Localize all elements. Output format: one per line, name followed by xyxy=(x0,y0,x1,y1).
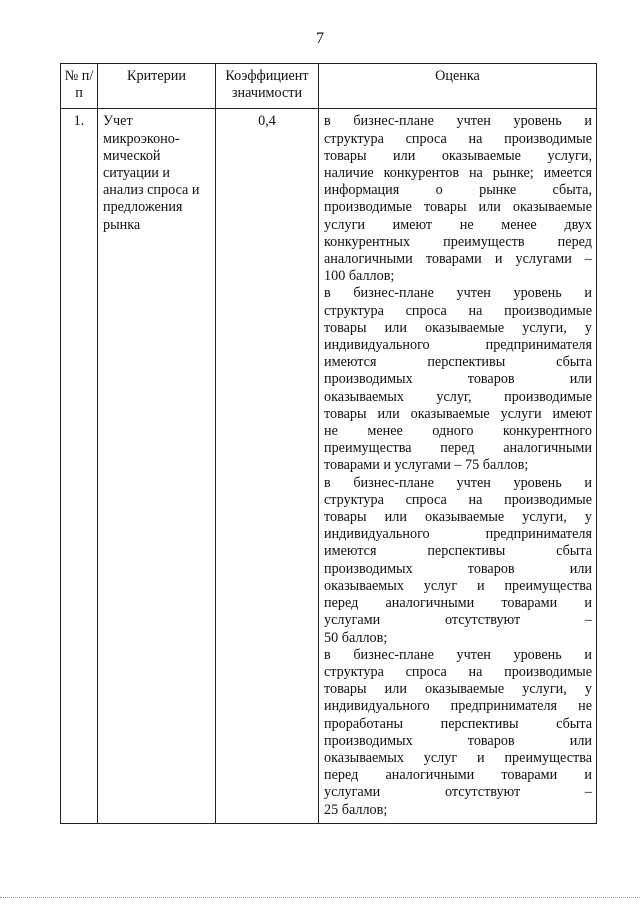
assessment-line: 100 баллов; xyxy=(324,268,395,285)
assessment-line: информация о рынке сбыта, xyxy=(324,182,592,199)
row-criterion: Учет микроэконо-мической ситуации и анализ спроса и предложения рынка xyxy=(98,109,216,823)
row-coefficient: 0,4 xyxy=(216,109,319,823)
assessment-line: производимых товаров или xyxy=(324,560,592,577)
assessment-line: в бизнес-плане учтен уровень и xyxy=(324,646,592,663)
assessment-line: структура спроса на производимые xyxy=(324,491,592,508)
row-number: 1. xyxy=(61,109,98,823)
assessment-line: товары или оказываемые услуги имеют xyxy=(324,405,592,422)
assessment-line: индивидуального предпринимателя xyxy=(324,337,592,354)
assessment-line: производимые товары или оказываемые xyxy=(324,199,592,216)
assessment-line: 25 баллов; xyxy=(324,801,388,818)
header-assessment: Оценка xyxy=(319,64,597,109)
assessment-line: оказываемых услуг и преимущества xyxy=(324,577,592,594)
assessment-line: в бизнес-плане учтен уровень и xyxy=(324,113,592,130)
assessment-line: 50 баллов; xyxy=(324,629,388,646)
assessment-line: перед аналогичными товарами и xyxy=(324,767,592,784)
assessment-line: в бизнес-плане учтен уровень и xyxy=(324,474,592,491)
assessment-line: товары или оказываемые услуги, xyxy=(324,147,592,164)
table-row xyxy=(61,109,597,823)
assessment-line: преимущества перед аналогичными xyxy=(324,440,592,457)
assessment-line: товары или оказываемые услуги, у xyxy=(324,681,592,698)
assessment-line: структура спроса на производимые xyxy=(324,130,592,147)
bottom-border xyxy=(0,897,640,898)
header-criteria: Критерии xyxy=(98,64,216,109)
header-number: № п/п xyxy=(61,64,98,109)
assessment-line: имеются перспективы сбыта xyxy=(324,354,592,371)
assessment-line: индивидуального предпринимателя xyxy=(324,526,592,543)
assessment-line: в бизнес-плане учтен уровень и xyxy=(324,285,592,302)
assessment-line: услуги имеют не менее двух xyxy=(324,216,592,233)
header-coefficient: Коэффициент значимости xyxy=(216,64,319,109)
page-number: 7 xyxy=(316,30,324,47)
assessment-line: оказываемых услуг, производимые xyxy=(324,388,592,405)
assessment-line: товары или оказываемые услуги, у xyxy=(324,509,592,526)
assessment-line: перед аналогичными товарами и xyxy=(324,595,592,612)
assessment-line: не менее одного конкурентного xyxy=(324,423,592,440)
assessment-line: производимых товаров или xyxy=(324,732,592,749)
assessment-line: структура спроса на производимые xyxy=(324,302,592,319)
assessment-line: проработаны перспективы сбыта xyxy=(324,715,592,732)
assessment-line: услугами отсутствуют – xyxy=(324,612,592,629)
assessment-line: производимых товаров или xyxy=(324,371,592,388)
assessment-line: имеются перспективы сбыта xyxy=(324,543,592,560)
assessment-line: услугами отсутствуют – xyxy=(324,784,592,801)
criteria-table xyxy=(60,63,597,824)
table-header-row xyxy=(61,64,597,109)
assessment-line: товарами и услугами – 75 баллов; xyxy=(324,457,529,474)
assessment-line: конкурентных преимуществ перед xyxy=(324,233,592,250)
assessment-line: структура спроса на производимые xyxy=(324,663,592,680)
assessment-line: оказываемых услуг и преимущества xyxy=(324,749,592,766)
assessment-line: наличие конкурентов на рынке; имеется xyxy=(324,165,592,182)
assessment-line: аналогичными товарами и услугами – xyxy=(324,251,592,268)
row-assessment xyxy=(319,109,597,823)
assessment-line: индивидуального предпринимателя не xyxy=(324,698,592,715)
assessment-line: товары или оказываемые услуги, у xyxy=(324,319,592,336)
